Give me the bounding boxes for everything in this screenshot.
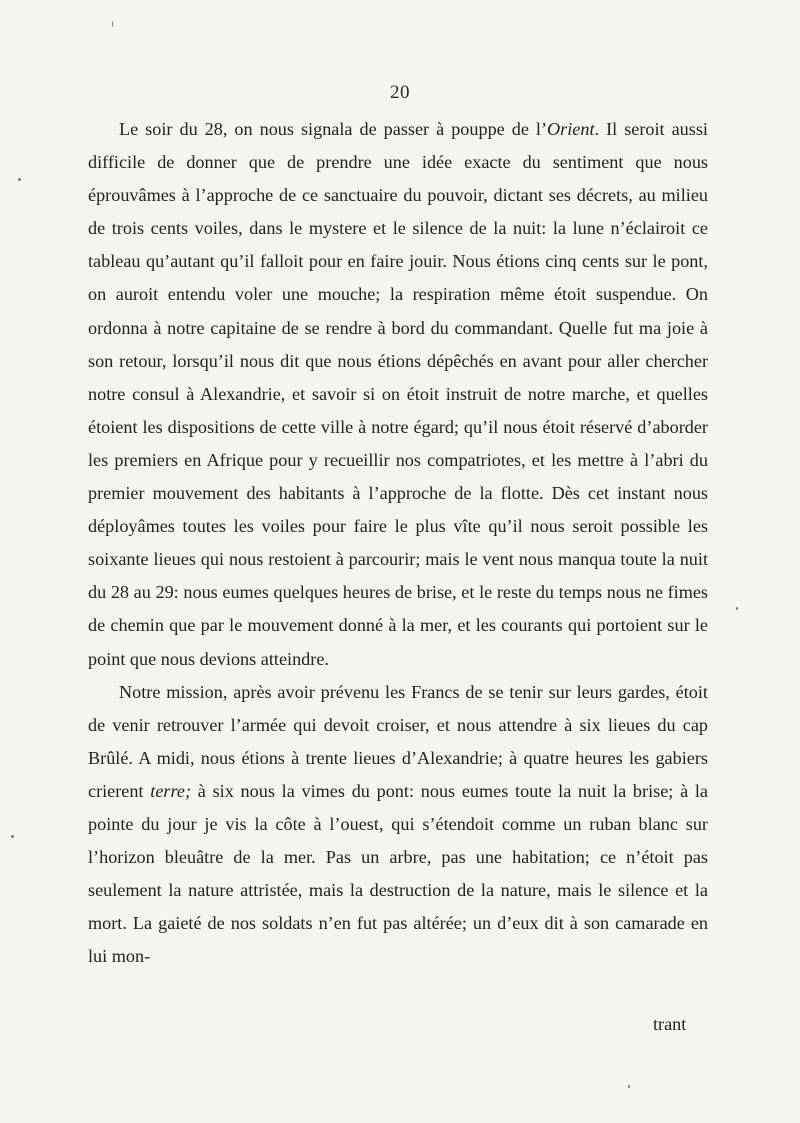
- paper-speck: [11, 835, 14, 838]
- paragraph-1: [88, 113, 708, 676]
- paper-speck: [112, 21, 113, 27]
- page-number: 20: [390, 82, 410, 103]
- paragraph-1-segment-3: . Il seroit aussi difficile de donner que de prendre une idée exacte du sentiment que nous éprouvâmes à l’approche de ce sanctuaire du pouvoir, dictant ses décrets, au milieu de trois cents voiles, dans le mystere et le silence de la nuit: la lune n’éclairoit ce tableau qu’autant qu’il falloit pour en faire jouir. Nous étions cinq cents sur le pont, on auroit entendu voler une mouche; la respiration même étoit suspendue. On ordonna à notre capitaine de se rendre à bord du commandant. Quelle fut ma joie à son retour, lorsqu’il nous dit que nous étions dépêchés en avant pour aller chercher notre consul à Alexandrie, et savoir si on étoit instruit de notre marche, et quelles étoient les dispositions de cette ville à notre égard; qu’il nous étoit réservé d’aborder les premiers en Afrique pour y recueillir nos compatriotes, et les mettre à l’abri du premier mouvement des habitants à l’approche de la flotte. Dès cet instant nous déployâmes toutes les voiles pour faire le plus vîte qu’il nous seroit possible les soixante lieues qui nous restoient à parcourir; mais le vent nous manqua toute la nuit du 28 au 29: nous eumes quelques heures de brise, et le reste du temps nous ne fimes de chemin que par le mouvement donné à la mer, et les courants qui portoient sur le point que nous devions atteindre.: [88, 119, 708, 669]
- paper-speck: [736, 607, 738, 610]
- paragraph-1-segment-1: Le soir du 28, on nous signala de passer à pouppe de l’: [119, 119, 548, 139]
- paragraph-2-segment-1: Notre mission, après avoir prévenu les Francs de se tenir sur leurs gardes, étoit de venir retrouver l’armée qui devoit croiser, et nous attendre à six lieues du cap Brûlé. A midi, nous étions à trente lieues d’Alexandrie; à quatre heures les gabiers crierent: [88, 681, 708, 801]
- catchword: trant: [653, 1014, 687, 1034]
- paragraph-2-segment-3: à six nous la vimes du pont: nous eumes toute la nuit la brise; à la pointe du jour je vis la côte à l’ouest, qui s’étendoit comme un ruban blanc sur l’horizon bleuâtre de la mer. Pas un arbre, pas une habitation; ce n’étoit pas seulement la nature attristée, mais la destruction de la nature, mais le silence et la mort. La gaieté de nos soldats n’en fut pas altérée; un d’eux dit à son camarade en lui mon-: [88, 780, 709, 967]
- body-text: [88, 113, 708, 973]
- paragraph-2: [88, 676, 708, 974]
- paper-speck: [628, 1085, 630, 1088]
- italic-terre: terre;: [150, 780, 192, 801]
- paper-speck: [18, 178, 21, 181]
- ship-name-orient: Orient: [547, 119, 595, 139]
